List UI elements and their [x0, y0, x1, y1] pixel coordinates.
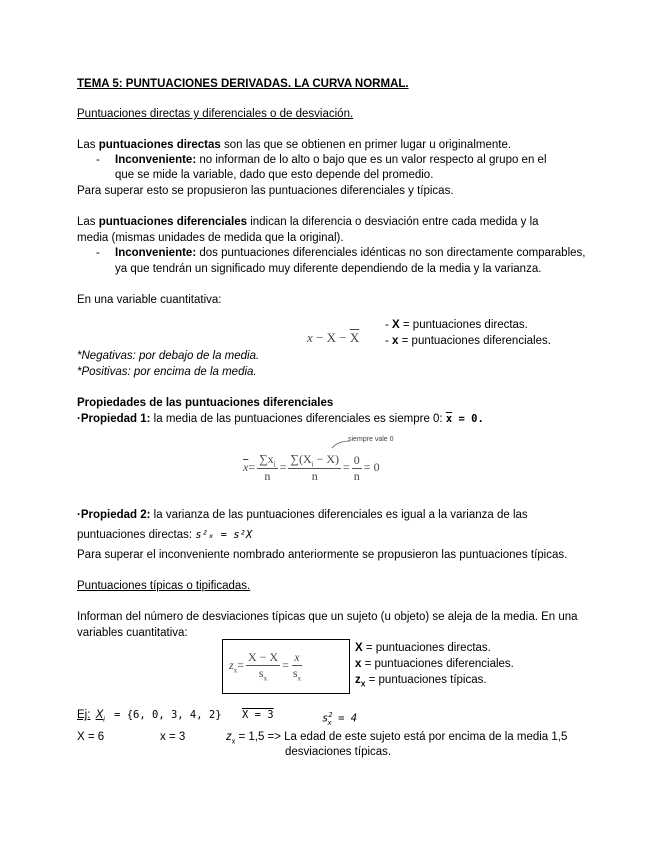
- formula-subscript: x: [233, 666, 238, 675]
- formula-symbol: x: [307, 330, 313, 345]
- formula-subscript: X: [360, 681, 366, 689]
- example-variance: [322, 708, 357, 730]
- bold-term: x: [392, 335, 399, 347]
- bold-term: x: [355, 658, 362, 670]
- paragraph-tipicas: Informan del número de desviaciones típicas que un sujeto (u objeto) se aleja de la media. En una: [77, 611, 578, 623]
- paragraph-directas: [77, 138, 511, 152]
- numerator: X − X: [247, 650, 279, 664]
- fraction: [291, 650, 303, 682]
- example-label: Ej:: [77, 709, 91, 721]
- formula-text: = 0.: [452, 413, 484, 425]
- formula-box-z: [222, 639, 350, 694]
- bullet-inconveniente-2: [96, 246, 586, 260]
- definition-z-tipicas: [355, 673, 487, 692]
- bold-term: Inconveniente:: [115, 247, 197, 259]
- property-2: [77, 508, 528, 522]
- note-negativas: *Negativas: por debajo de la media.: [77, 350, 260, 362]
- denominator: n: [353, 468, 360, 483]
- text: = puntuaciones directas.: [362, 642, 491, 654]
- formula-subscript: x: [231, 738, 236, 746]
- formula-text: ∑(X: [290, 452, 312, 466]
- paragraph-diferenciales-cont: media (mismas unidades de medida que la original).: [77, 232, 344, 244]
- formula-subscript: x: [263, 674, 268, 683]
- paragraph-superar: Para superar esto se propusieron las puntuaciones diferenciales y típicas.: [77, 185, 454, 197]
- formula-subscript: x: [297, 674, 302, 683]
- section-heading-tipicas: Puntuaciones típicas o tipificadas.: [77, 580, 251, 592]
- denominator: [257, 666, 269, 682]
- note-positivas: *Positivas: por encima de la media.: [77, 366, 257, 378]
- numerator: x: [294, 650, 300, 664]
- definition-X: [385, 318, 528, 332]
- text: = puntuaciones diferenciales.: [398, 335, 551, 347]
- text: = puntuaciones típicas.: [365, 674, 487, 686]
- text: = puntuaciones directas.: [399, 319, 528, 331]
- equation-body: $\overline{x}=$ $\frac{\sum x_i}{n}$ = $\frac{\sum(X_i - X)}{n}$ = $\frac{0}{n}$ = 0: [243, 452, 380, 484]
- formula-subscript: x: [327, 718, 332, 727]
- numerator: [257, 452, 278, 469]
- definition-x-tipicas: [355, 657, 514, 671]
- paragraph-tipicas-cont: variables cuantitativa:: [77, 627, 188, 639]
- bold-term: ·Propiedad 2:: [77, 509, 151, 521]
- bold-term: X: [355, 642, 363, 654]
- fraction: [288, 452, 341, 484]
- bullet-dash: -: [96, 247, 100, 259]
- formula-text: − X): [313, 452, 340, 466]
- text: puntuaciones directas:: [77, 529, 196, 541]
- denominator: n: [311, 469, 318, 484]
- numerator: [288, 452, 341, 469]
- text: = puntuaciones diferenciales.: [361, 658, 514, 670]
- formula-symbol: $\overline{X}$: [349, 330, 360, 345]
- fraction: [246, 650, 280, 682]
- text: Las: [77, 139, 99, 151]
- example-z-interpretation-cont: desviaciones típicas.: [285, 746, 392, 758]
- formula-subscript: i: [273, 460, 276, 469]
- bullet-text: [115, 246, 585, 260]
- page-title: TEMA 5: PUNTUACIONES DERIVADAS. LA CURVA NORMAL.: [77, 78, 409, 90]
- formula-diferencial: [307, 331, 359, 345]
- formula-text: = 0: [363, 459, 380, 474]
- text: dos puntuaciones diferenciales idénticas no son directamente comparables,: [196, 247, 586, 259]
- example-line: [77, 708, 358, 727]
- bold-term: Inconveniente:: [115, 154, 197, 166]
- formula-variance: s²ₓ = s²X: [195, 529, 253, 541]
- formula-symbol: z: [229, 657, 234, 672]
- bullet-inconveniente-1-cont: que se mide la variable, dado que esto depende del promedio.: [115, 169, 434, 181]
- formula-symbol: $\overline{x}$: [243, 459, 249, 474]
- formula-text: s: [292, 666, 298, 680]
- bullet-inconveniente-1: [96, 153, 547, 167]
- bold-term: z: [355, 674, 361, 686]
- paragraph-inconveniente-tipicas: Para superar el inconveniente nombrado anteriormente se propusieron las puntuaciones típicas.: [77, 549, 568, 561]
- example-z-interpretation: [226, 730, 567, 749]
- formula-symbol: s: [322, 712, 329, 725]
- fraction: [352, 453, 362, 484]
- formula-text: − X −: [312, 330, 350, 345]
- formula-symbol: X: [95, 709, 104, 721]
- text: indican la diferencia o desviación entre cada medida y la: [247, 216, 539, 228]
- bold-term: puntuaciones directas: [98, 139, 221, 151]
- section-heading-propiedades: Propiedades de las puntuaciones diferenciales: [77, 397, 334, 409]
- annotation-arrow: [328, 439, 352, 449]
- fraction: [257, 452, 278, 484]
- formula-superscript: 2: [328, 711, 333, 719]
- text: la varianza de las puntuaciones diferenciales es igual a la varianza de las: [150, 509, 528, 521]
- formula-symbol: z: [226, 731, 232, 743]
- text: -: [385, 319, 393, 331]
- bullet-text: [115, 153, 547, 167]
- example-x-value: x = 3: [160, 731, 186, 743]
- bold-term: ·Propiedad 1:: [77, 413, 151, 425]
- text: son las que se obtienen en primer lugar u originalmente.: [220, 139, 512, 151]
- denominator: [291, 666, 303, 682]
- formula-symbol: $\overline{x}$: [445, 413, 453, 425]
- z-formula: $z_x=$ $\frac{X - X}{s_x}$ = $\frac{x}{s_x}$: [229, 650, 302, 683]
- definition-X-tipicas: [355, 641, 491, 655]
- paragraph-variable-cuantitativa: En una variable cuantitativa:: [77, 294, 222, 306]
- property-1: [77, 412, 484, 426]
- text: Las: [77, 216, 99, 228]
- text: -: [385, 335, 393, 347]
- denominator: n: [264, 469, 271, 484]
- bullet-inconveniente-2-cont: ya que tendrán un significado muy diferente dependiendo de la media y la varianza.: [115, 263, 542, 275]
- definition-x: [385, 334, 551, 348]
- text: la media de las puntuaciones diferenciales es siempre 0:: [150, 413, 446, 425]
- formula-text: s: [258, 666, 264, 680]
- equation-mean-zero: [243, 436, 403, 486]
- bullet-dash: -: [96, 154, 100, 166]
- section-heading-directas: Puntuaciones directas y diferenciales o de desviación.: [77, 108, 354, 120]
- equation-annotation: siempre vale 0: [348, 436, 394, 443]
- formula-subscript: i: [103, 716, 105, 724]
- bold-term: puntuaciones diferenciales: [98, 216, 248, 228]
- text: = 1,5 => La edad de este sujeto está por encima de la media 1,5: [235, 731, 568, 743]
- example-set: = {6, 0, 3, 4, 2}: [114, 709, 222, 721]
- formula-text: = 4: [338, 712, 358, 725]
- text: no informan de lo alto o bajo que es un valor respecto al grupo en el: [196, 154, 547, 166]
- formula-subscript: i: [311, 460, 314, 469]
- bold-term: X: [392, 319, 400, 331]
- formula-text: ∑x: [259, 452, 274, 466]
- example-X-value: X = 6: [77, 731, 105, 743]
- example-mean: X = 3: [242, 709, 274, 721]
- paragraph-diferenciales: [77, 215, 539, 229]
- property-2-cont: [77, 528, 252, 542]
- numerator: 0: [353, 452, 360, 467]
